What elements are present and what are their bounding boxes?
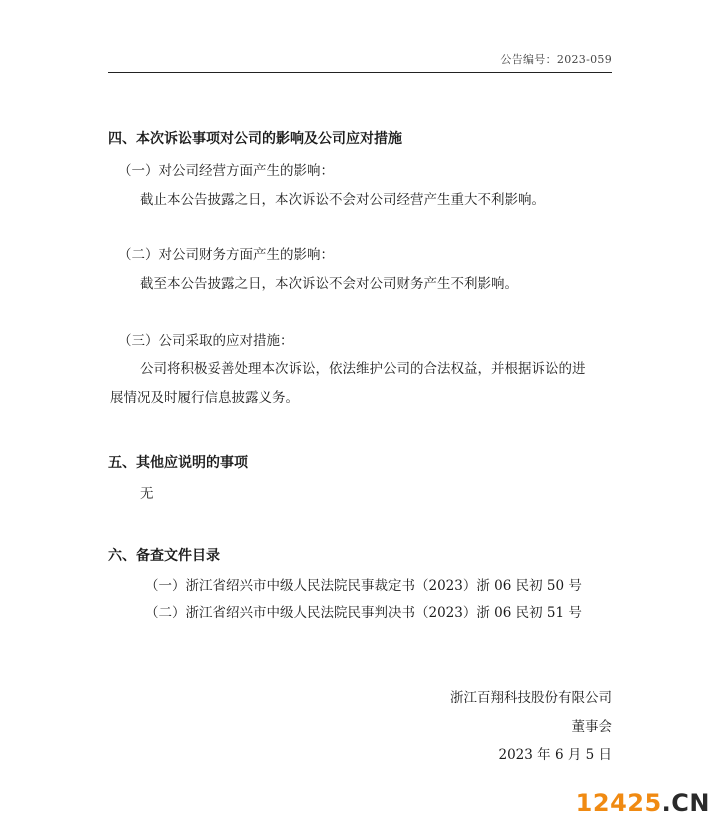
watermark-domain: .CN <box>661 789 710 817</box>
watermark-number: 12425 <box>575 789 662 817</box>
section-4-item-1-label: （一）对公司经营方面产生的影响： <box>118 163 334 179</box>
site-watermark-logo <box>576 789 710 817</box>
announcement-number: 公告编号：2023-059 <box>500 53 612 66</box>
signature-date: 2023 年 6 月 5 日 <box>498 747 612 763</box>
section-4-item-1-text: 截止本公告披露之日，本次诉讼不会对公司经营产生重大不利影响。 <box>140 192 545 208</box>
signature-company: 浙江百翔科技股份有限公司 <box>450 690 612 706</box>
section-4-item-2-text: 截至本公告披露之日，本次诉讼不会对公司财务产生不利影响。 <box>140 276 518 292</box>
section-5-text: 无 <box>140 486 154 502</box>
section-4-item-2-label: （二）对公司财务方面产生的影响： <box>118 247 334 263</box>
header-rule <box>108 72 612 73</box>
section-4-item-3-line-2: 展情况及时履行信息披露义务。 <box>110 390 299 406</box>
section-4-item-3-label: （三）公司采取的应对措施： <box>118 333 294 349</box>
section-4-title: 四、本次诉讼事项对公司的影响及公司应对措施 <box>108 131 402 147</box>
section-6-title: 六、备查文件目录 <box>108 548 220 564</box>
signature-board: 董事会 <box>571 719 612 735</box>
section-4-item-3-line-1: 公司将积极妥善处理本次诉讼，依法维护公司的合法权益，并根据诉讼的进 <box>140 361 586 377</box>
section-5-title: 五、其他应说明的事项 <box>108 455 248 471</box>
reference-document: （二）浙江省绍兴市中级人民法院民事判决书（2023）浙 06 民初 51 号 <box>145 605 582 621</box>
reference-document: （一）浙江省绍兴市中级人民法院民事裁定书（2023）浙 06 民初 50 号 <box>145 578 582 594</box>
